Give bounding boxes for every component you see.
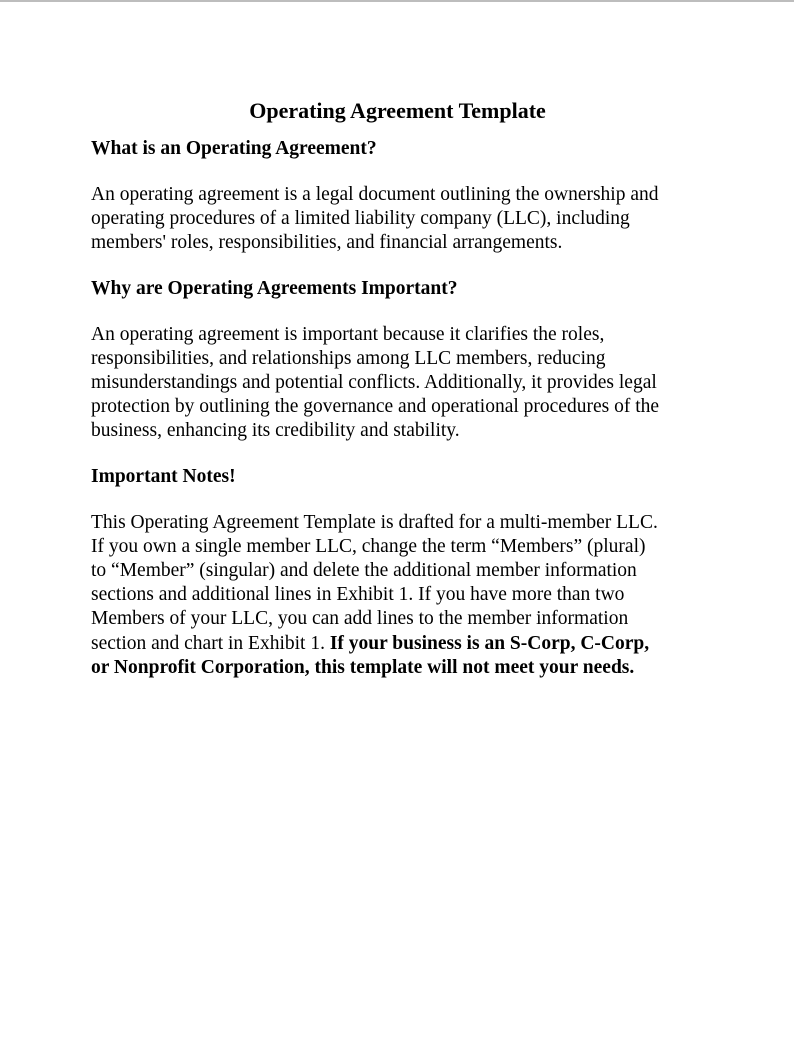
paragraph-line: Members of your LLC, you can add lines to the member information — [91, 608, 629, 630]
warning-text-bold: If your business is an S-Corp, C-Corp, — [329, 632, 650, 654]
section-heading-why-important: Why are Operating Agreements Important? — [91, 277, 458, 299]
paragraph-line: If you own a single member LLC, change the term “Members” (plural) — [91, 535, 646, 557]
paragraph-line: This Operating Agreement Template is drafted for a multi-member LLC. — [91, 511, 658, 533]
paragraph-line: misunderstandings and potential conflicts. Additionally, it provides legal — [91, 372, 657, 394]
paragraph-text-normal: section and chart in Exhibit 1. — [91, 632, 330, 654]
document-page — [91, 97, 721, 701]
paragraph-line: responsibilities, and relationships among LLC members, reducing — [91, 347, 606, 369]
paragraph-line: An operating agreement is important because it clarifies the roles, — [91, 323, 605, 345]
section-paragraph-what-is — [91, 183, 721, 256]
paragraph-line-mixed — [91, 632, 721, 656]
document-title: Operating Agreement Template — [249, 98, 546, 123]
paragraph-line: operating procedures of a limited liability company (LLC), including — [91, 208, 630, 230]
paragraph-line: An operating agreement is a legal document outlining the ownership and — [91, 184, 659, 205]
section-paragraph-why-important — [91, 323, 721, 444]
section-paragraph-important-notes — [91, 511, 721, 680]
paragraph-line: business, enhancing its credibility and stability. — [91, 420, 460, 442]
section-heading-important-notes: Important Notes! — [91, 465, 236, 487]
paragraph-line: protection by outlining the governance and operational procedures of the — [91, 396, 660, 418]
section-heading-what-is: What is an Operating Agreement? — [91, 138, 377, 159]
paragraph-line: to “Member” (singular) and delete the additional member information — [91, 560, 637, 582]
paragraph-line: sections and additional lines in Exhibit 1. If you have more than two — [91, 584, 625, 606]
warning-line-bold: or Nonprofit Corporation, this template will not meet your needs. — [91, 656, 635, 678]
page-top-border — [0, 0, 794, 2]
paragraph-line: members' roles, responsibilities, and financial arrangements. — [91, 232, 563, 254]
